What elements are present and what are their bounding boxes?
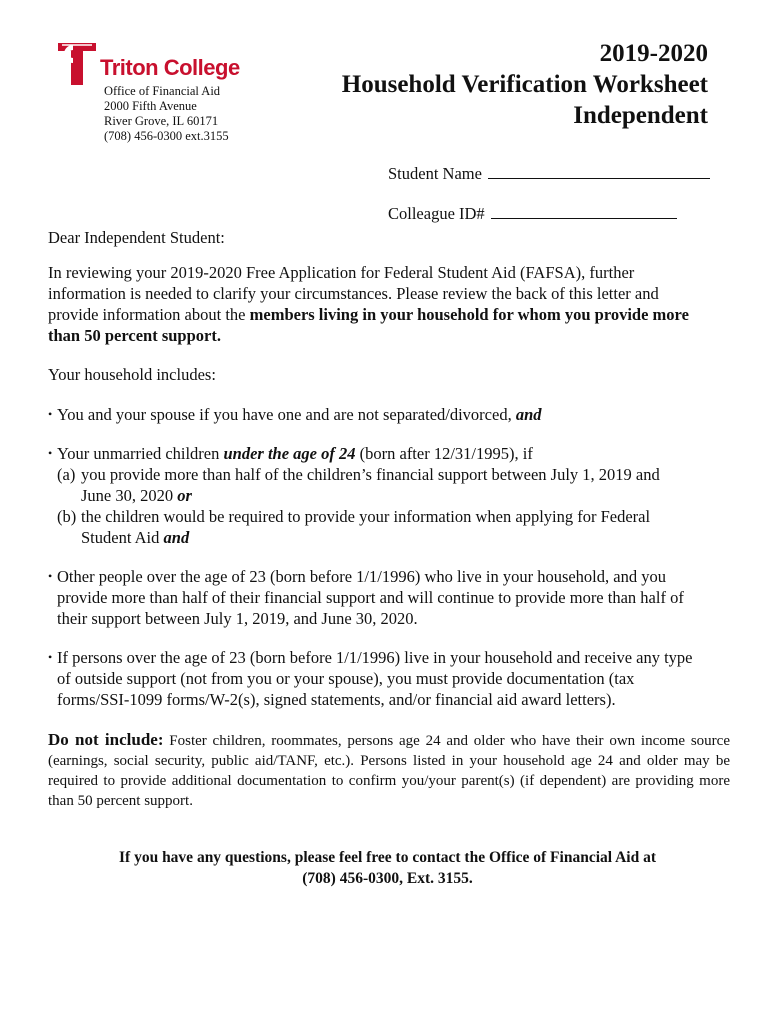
bullet-icon: • — [48, 407, 53, 421]
address-line: 2000 Fifth Avenue — [104, 99, 197, 113]
address-line: (708) 456-0300 ext.3155 — [104, 129, 229, 143]
list-item: • If persons over the age of 23 (born before 1/1/1996) live in your household and receive any type of outside support (not from you or your spouse), you must provide documentation (tax forms/SSI-1099 forms/W-2(s), signed statements, and/or financial aid award letters). — [48, 648, 693, 709]
bullet-icon: • — [48, 446, 53, 460]
title-year: 2019-2020 — [599, 40, 708, 67]
address-line: River Grove, IL 60171 — [104, 114, 219, 128]
intro-bold-text: members living in your household for whom you provide more than 50 percent support. — [48, 305, 689, 345]
bullet-icon: • — [48, 569, 53, 583]
triton-logo-icon — [56, 41, 100, 87]
do-not-include-text: Foster children, roommates, persons age 24 and older who have their own income source (earnings, social security, public aid/TANF, etc.). Persons listed in your household age 24 and older may be required to provide additional documentation to confirm you/your parent(s) (if dependent) are providing more than 50 percent support. — [48, 733, 730, 809]
sub-item-b: (b) the children would be required to provide your information when applying for Federal — [57, 507, 651, 526]
contact-note: If you have any questions, please feel free to contact the Office of Financial Aid at (708) 456-0300, Ext. 3155. — [119, 849, 656, 887]
student-name-field[interactable] — [388, 164, 710, 184]
list-item: • Your unmarried children under the age of 24 (born after 12/31/1995), if (a) you provide more than half of the children’s financial support between July 1, 2019 and June 30, 2020 or (b) the children would be required to provide your information when applying for Federal Student Aid and — [48, 443, 738, 548]
student-name-line[interactable] — [488, 164, 710, 179]
document-title — [342, 38, 708, 131]
bullet-icon: • — [48, 650, 53, 664]
sub-item-a: (a) you provide more than half of the children’s financial support between July 1, 2019 and — [57, 465, 660, 484]
title-sub: Independent — [573, 102, 708, 129]
logo-wordmark: Triton College — [100, 55, 240, 80]
do-not-include-paragraph — [48, 730, 730, 811]
do-not-include-heading: Do not include: — [48, 730, 164, 749]
list-item: • You and your spouse if you have one and are not separated/divorced, and — [48, 405, 542, 424]
list-item: • Other people over the age of 23 (born before 1/1/1996) who live in your household, and you provide more than half of their financial support and will continue to provide more than half of their support between July 1, 2019, and June 30, 2020. — [48, 567, 684, 628]
address-line: Office of Financial Aid — [104, 84, 221, 98]
greeting: Dear Independent Student: — [48, 228, 225, 247]
office-address — [104, 84, 229, 144]
colleague-id-label: Colleague ID# — [388, 204, 485, 223]
title-main: Household Verification Worksheet — [341, 71, 708, 98]
intro-paragraph — [48, 262, 708, 346]
student-name-label: Student Name — [388, 164, 482, 183]
colleague-id-field[interactable] — [388, 204, 677, 224]
colleague-id-line[interactable] — [491, 204, 677, 219]
household-heading: Your household includes: — [48, 365, 216, 384]
intro-text: In reviewing your 2019-2020 Free Application for Federal Student Aid (FAFSA), further information is needed to clarify your circumstances. Please review the back of this letter and provide information about the — [48, 263, 659, 324]
